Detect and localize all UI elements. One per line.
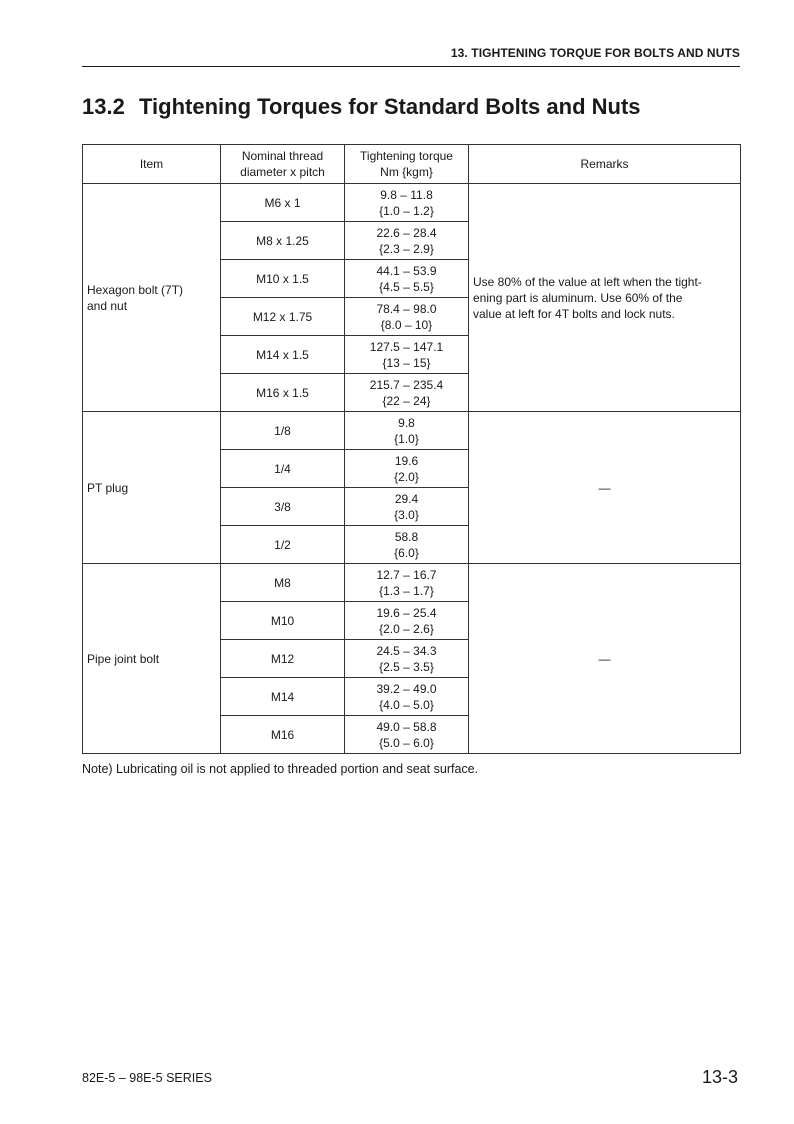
torque-kgm: {1.0} <box>394 431 419 446</box>
item-cell <box>83 564 221 754</box>
torque-nm: 12.7 – 16.7 <box>376 567 437 582</box>
item-cell <box>83 184 221 412</box>
torque-cell <box>345 298 469 336</box>
torque-nm: 44.1 – 53.9 <box>376 263 437 278</box>
remarks-line: ening part is aluminum. Use 60% of the <box>473 290 683 305</box>
header-diameter <box>221 145 345 184</box>
torque-kgm: {8.0 – 10} <box>380 317 433 332</box>
item-line: and nut <box>87 298 128 313</box>
thread-size-cell: 3/8 <box>221 488 345 526</box>
torque-kgm: {6.0} <box>394 545 419 560</box>
thread-size-cell: M12 x 1.75 <box>221 298 345 336</box>
remarks-cell <box>469 564 741 754</box>
torque-cell <box>345 488 469 526</box>
table-body <box>83 184 741 754</box>
torque-nm: 19.6 <box>394 453 419 468</box>
torque-kgm: {13 – 15} <box>382 355 431 370</box>
remarks-cell <box>469 184 741 412</box>
header-diameter-line: Nominal thread <box>241 149 324 163</box>
torque-kgm: {2.0} <box>394 469 419 484</box>
torque-nm: 9.8 – 11.8 <box>380 187 433 202</box>
torque-kgm: {2.5 – 3.5} <box>379 659 434 674</box>
item-line: PT plug <box>87 480 129 495</box>
header-torque <box>345 145 469 184</box>
torque-cell <box>345 526 469 564</box>
footnote: Note) Lubricating oil is not applied to threaded portion and seat surface. <box>82 762 479 776</box>
torque-nm: 58.8 <box>394 529 419 544</box>
remarks-line: — <box>598 651 611 666</box>
torque-cell <box>345 640 469 678</box>
section-title <box>82 94 641 120</box>
torque-kgm: {2.0 – 2.6} <box>379 621 434 636</box>
table-header-row <box>83 145 741 184</box>
torque-cell <box>345 716 469 754</box>
thread-size-cell: M8 x 1.25 <box>221 222 345 260</box>
thread-size-cell: 1/8 <box>221 412 345 450</box>
item-line: Pipe joint bolt <box>87 651 160 666</box>
table-row <box>83 412 741 450</box>
torque-nm: 39.2 – 49.0 <box>376 681 437 696</box>
torque-kgm: {22 – 24} <box>382 393 431 408</box>
torque-kgm: {4.5 – 5.5} <box>379 279 434 294</box>
thread-size-cell: M8 <box>221 564 345 602</box>
header-torque-line: Nm {kgm} <box>380 165 433 179</box>
header-item: Item <box>83 145 221 184</box>
torque-nm: 19.6 – 25.4 <box>376 605 437 620</box>
torque-cell <box>345 184 469 222</box>
torque-cell <box>345 564 469 602</box>
torque-cell <box>345 336 469 374</box>
thread-size-cell: M14 <box>221 678 345 716</box>
header-rule <box>82 66 740 67</box>
torque-cell <box>345 678 469 716</box>
torque-cell <box>345 602 469 640</box>
section-title-text: Tightening Torques for Standard Bolts and Nuts <box>139 94 641 119</box>
thread-size-cell: M14 x 1.5 <box>221 336 345 374</box>
torque-nm: 49.0 – 58.8 <box>376 719 437 734</box>
torque-nm: 127.5 – 147.1 <box>369 339 444 354</box>
section-number: 13.2 <box>82 94 125 119</box>
table-row <box>83 564 741 602</box>
header-diameter-line: diameter x pitch <box>240 165 325 179</box>
remarks-cell <box>469 412 741 564</box>
remarks-line: Use 80% of the value at left when the tight- <box>473 274 702 289</box>
torque-nm: 22.6 – 28.4 <box>376 225 437 240</box>
torque-cell <box>345 222 469 260</box>
torque-cell <box>345 450 469 488</box>
thread-size-cell: M6 x 1 <box>221 184 345 222</box>
torque-kgm: {2.3 – 2.9} <box>379 241 434 256</box>
remarks-line: — <box>598 480 611 495</box>
torque-nm: 215.7 – 235.4 <box>369 377 444 392</box>
header-remarks: Remarks <box>469 145 741 184</box>
table-row <box>83 184 741 222</box>
footer-series: 82E-5 – 98E-5 SERIES <box>82 1071 212 1085</box>
remarks-line: value at left for 4T bolts and lock nuts. <box>473 306 675 321</box>
torque-kgm: {5.0 – 6.0} <box>379 735 434 750</box>
torque-kgm: {1.3 – 1.7} <box>379 583 434 598</box>
torque-kgm: {4.0 – 5.0} <box>379 697 434 712</box>
page-number: 13-3 <box>701 1067 738 1087</box>
torque-kgm: {1.0 – 1.2} <box>379 203 434 218</box>
torque-nm: 78.4 – 98.0 <box>376 301 437 316</box>
thread-size-cell: 1/2 <box>221 526 345 564</box>
thread-size-cell: M16 <box>221 716 345 754</box>
torque-cell <box>345 260 469 298</box>
torque-nm: 29.4 <box>394 491 419 506</box>
item-line: Hexagon bolt (7T) <box>87 282 184 297</box>
torque-cell <box>345 412 469 450</box>
torque-kgm: {3.0} <box>394 507 419 522</box>
torque-nm: 24.5 – 34.3 <box>376 643 437 658</box>
thread-size-cell: M10 x 1.5 <box>221 260 345 298</box>
torque-table <box>82 144 741 754</box>
running-header: 13. TIGHTENING TORQUE FOR BOLTS AND NUTS <box>450 46 740 60</box>
torque-cell <box>345 374 469 412</box>
thread-size-cell: M12 <box>221 640 345 678</box>
thread-size-cell: M16 x 1.5 <box>221 374 345 412</box>
thread-size-cell: M10 <box>221 602 345 640</box>
header-torque-line: Tightening torque <box>360 149 453 163</box>
torque-nm: 9.8 <box>398 415 415 430</box>
item-cell <box>83 412 221 564</box>
thread-size-cell: 1/4 <box>221 450 345 488</box>
